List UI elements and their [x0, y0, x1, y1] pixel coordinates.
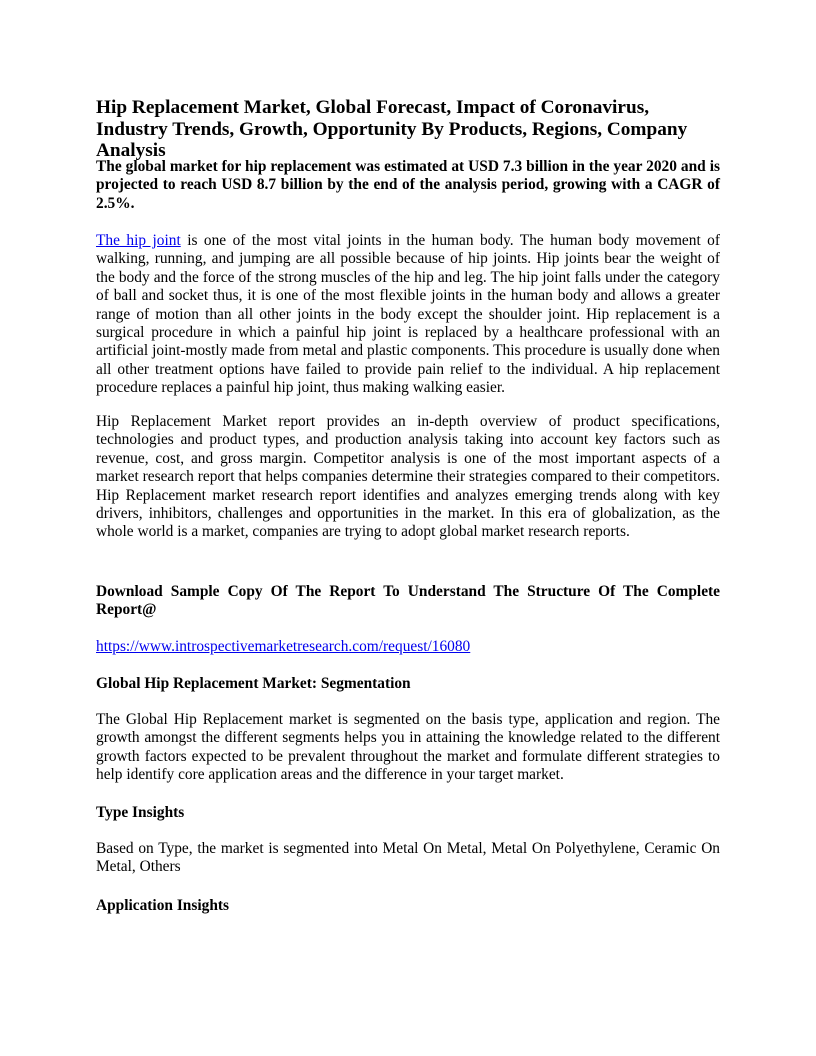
- sample-request-link[interactable]: https://www.introspectivemarketresearch.com/request/16080: [96, 638, 471, 655]
- report-paragraph: Hip Replacement Market report provides an in-depth overview of product specifications, technologies and product types, and production analysis taking into account key factors such as revenue, cost, and gross margin. Competitor analysis is one of the most important aspects of a market research report that helps companies determine their strategies compared to their competitors. Hip Replacement market research report identifies and analyzes emerging trends along with key drivers, inhibitors, challenges and opportunities in the market. In this era of globalization, as the whole world is a market, companies are trying to adopt global market research reports.: [96, 413, 720, 541]
- type-insights-paragraph: Based on Type, the market is segmented into Metal On Metal, Metal On Polyethylene, Ceramic On Metal, Others: [96, 840, 720, 876]
- segmentation-paragraph: The Global Hip Replacement market is segmented on the basis type, application and region. The growth amongst the different segments helps you in attaining the knowledge related to the different growth factors expected to be prevalent throughout the market and formulate different strategies to help identify core application areas and the difference in your target market.: [96, 711, 720, 784]
- hip-joint-link[interactable]: The hip joint: [96, 232, 181, 249]
- type-insights-heading: Type Insights: [96, 804, 185, 821]
- intro-paragraph: [96, 232, 720, 398]
- segmentation-heading: Global Hip Replacement Market: Segmentation: [96, 675, 411, 692]
- document-title: Hip Replacement Market, Global Forecast, Impact of Coronavirus, Industry Trends, Growth, Opportunity By Products, Regions, Company Analysis: [96, 97, 688, 161]
- download-heading: Download Sample Copy Of The Report To Understand The Structure Of The Complete Report@: [96, 583, 720, 619]
- download-link-paragraph: [96, 638, 720, 656]
- application-insights-heading: Application Insights: [96, 897, 229, 914]
- intro-text: is one of the most vital joints in the human body. The human body movement of walking, running, and jumping are all possible because of hip joints. Hip joints bear the weight of the body and the force of the strong muscles of the hip and leg. The hip joint falls under the category of ball and socket thus, it is one of the most flexible joints in the human body and allows a greater range of motion than all other joints in the body except the shoulder joint. Hip replacement is a surgical procedure in which a painful hip joint is replaced by a healthcare professional with an artificial joint-mostly made from metal and plastic components. This procedure is usually done when all other treatment options have failed to provide pain relief to the individual. A hip replacement procedure replaces a painful hip joint, thus making walking easier.: [96, 232, 720, 397]
- market-summary: The global market for hip replacement was estimated at USD 7.3 billion in the year 2020 and is projected to reach USD 8.7 billion by the end of the analysis period, growing with a CAGR of 2.5%.: [96, 158, 720, 212]
